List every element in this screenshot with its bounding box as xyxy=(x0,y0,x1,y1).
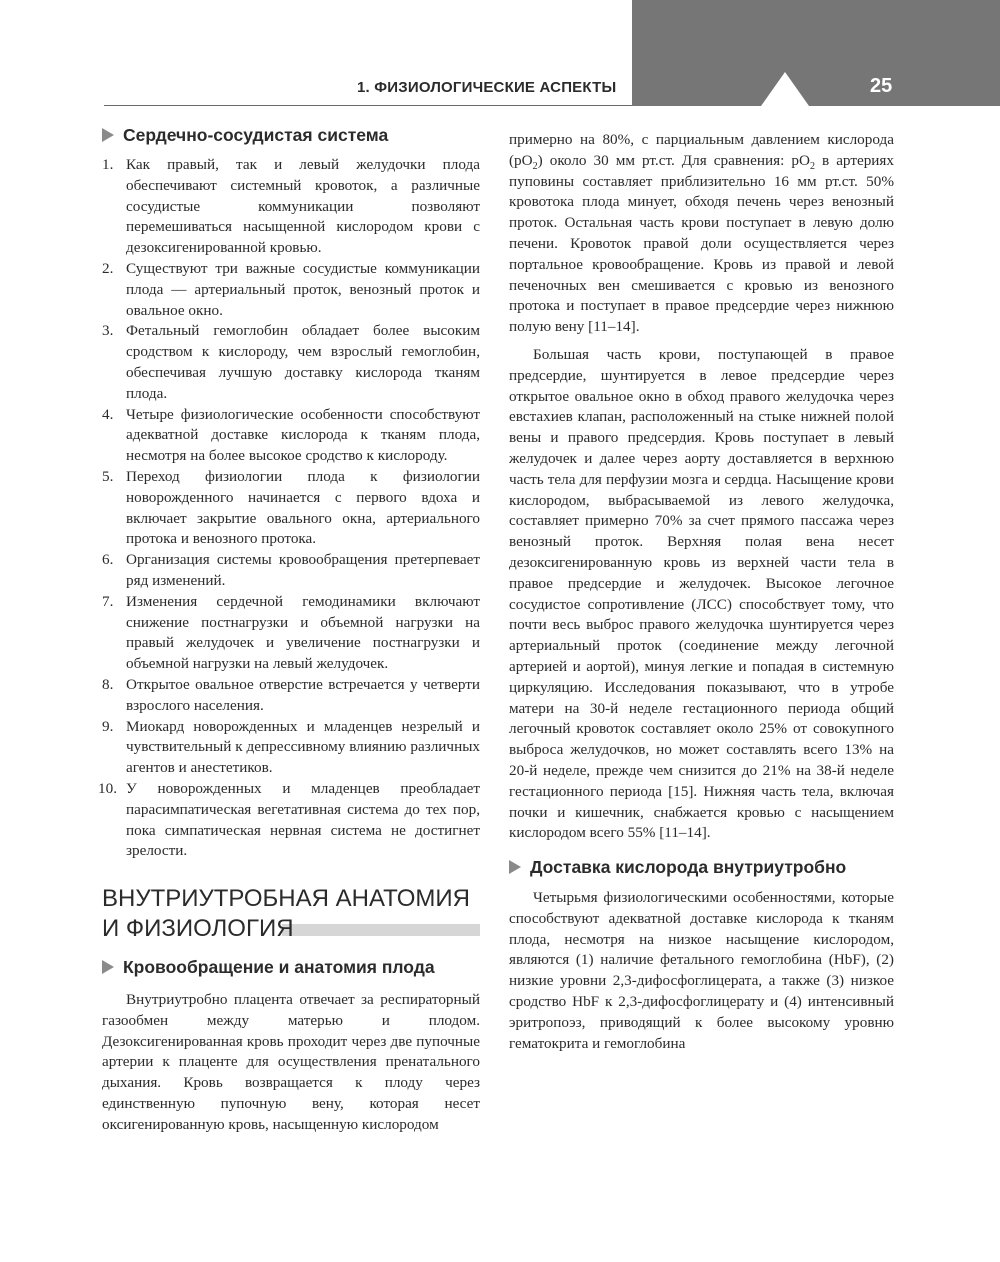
triangle-right-icon xyxy=(102,960,114,974)
list-item xyxy=(102,717,480,779)
running-title: 1. ФИЗИОЛОГИЧЕСКИЕ АСПЕКТЫ xyxy=(357,79,617,96)
paragraph-oxygenation xyxy=(509,130,894,338)
list-text: Миокард новорожденных и младенцев незрелый и чувствительный к депрессивному влиянию различных агентов и анестетиков. xyxy=(126,717,480,777)
right-column xyxy=(509,130,894,1054)
triangle-right-icon xyxy=(509,860,521,874)
subhead-oxygen xyxy=(509,854,894,880)
key-points-list xyxy=(98,155,480,862)
list-text: У новорожденных и младенцев преобладает парасимпатическая вегетативная система до тех пор, пока симпатическая нервная система не достигнет зрелости. xyxy=(126,779,480,860)
paragraph-oxygen-delivery: Четырьмя физиологическими особенностями, которые способствуют адекватной доставке кислорода к тканям плода, несмотря на низкое насыщение кислородом, являются (1) наличие фетального гемоглобина (HbF), (2) низкие уровни 2,3-дифосфоглицерата, а также (3) низкое сродство HbF к 2,3-дифосфоглицерату и (4) интенсивный эритропоэз, приводящий к более высокому уровню гематокрита и гемоглобина xyxy=(509,889,894,1052)
triangle-right-icon xyxy=(102,128,114,142)
list-number: 1. xyxy=(102,156,114,173)
header-bar xyxy=(632,0,1000,106)
para1-subscript-1: 2 xyxy=(532,160,538,172)
list-item xyxy=(102,405,480,467)
subhead-circulation-text: Кровообращение и анатомия плода xyxy=(123,957,435,978)
list-number: 6. xyxy=(102,551,114,569)
list-item xyxy=(102,321,480,404)
list-number: 10. xyxy=(98,779,117,797)
list-text: Фетальный гемоглобин обладает более высоким сродством к кислороду, чем взрослый гемоглобин, обеспечивая лучшую доставку кислорода тканям плода. xyxy=(126,322,480,402)
list-text: Изменения сердечной гемодинамики включают снижение постнагрузки и объемной нагрузки на правый желудочек и увеличение постнагрузки и объемной нагрузки на левый желудочек. xyxy=(126,592,480,673)
paragraph-circulation: Внутриутробно плацента отвечает за респираторный газообмен между матерью и плодом. Дезоксигенированная кровь проходит через две пупочные артерии к плаценте для осуществления пренатального дыхания. Кровь возвращается к плоду через единственную пупочную вену, которая несет оксигенированную кровь, насыщенную кислородом xyxy=(102,991,480,1133)
list-item xyxy=(102,592,480,675)
list-number: 7. xyxy=(102,592,114,610)
list-item xyxy=(102,675,480,717)
list-item xyxy=(102,259,480,321)
list-number: 8. xyxy=(102,675,114,693)
subhead-circulation xyxy=(102,954,480,980)
list-number: 5. xyxy=(102,467,114,485)
list-number: 2. xyxy=(102,259,114,277)
page-number: 25 xyxy=(870,75,893,97)
list-text: Как правый, так и левый желудочки плода обеспечивают системный кровоток, а различные сосудистые коммуникации позволяют перемешиваться насыщенной кислородом крови с дезоксигенированной кровью. xyxy=(126,156,480,257)
para1-text-c: в артериях пуповины составляет приблизительно 16 мм рт.ст. 50% кровотока плода минует, обходя печень через венозный проток. Остальная часть крови поступает в левую долю печени. Кровоток правой доли осуществляется через портальное кровообращение. Кровь из правой и левой печеночных вен смешивается с кровью из венозного протока и поступает в правое предсердие через нижнюю полую вену [11–14]. xyxy=(509,151,895,336)
section-title-line2: И ФИЗИОЛОГИЯ xyxy=(102,915,294,943)
list-text: Существуют три важные сосудистые коммуникации плода — артериальный проток, венозный проток и овальное окно. xyxy=(126,259,480,319)
list-text: Организация системы кровообращения претерпевает ряд изменений. xyxy=(126,551,480,589)
subhead-oxygen-text: Доставка кислорода внутриутробно xyxy=(530,857,847,878)
left-column xyxy=(98,122,480,1136)
list-number: 3. xyxy=(102,322,114,340)
para1-text-b: ) около 30 мм рт.ст. Для сравнения: pO xyxy=(537,151,810,169)
header-notch xyxy=(761,72,809,106)
section-title xyxy=(102,884,480,948)
subhead-cardio xyxy=(102,122,480,148)
section-title-line1: ВНУТРИУТРОБНАЯ АНАТОМИЯ xyxy=(102,885,470,913)
list-item xyxy=(102,467,480,550)
para1-subscript-2: 2 xyxy=(809,160,815,172)
list-item xyxy=(102,550,480,592)
header-rule xyxy=(104,105,632,106)
para1-text-a: примерно на 80%, с парциальным давлением кислорода (pO xyxy=(509,131,894,169)
list-text: Четыре физиологические особенности способствуют адекватной доставке кислорода к тканям плода, несмотря на более высокое сродство к кислороду. xyxy=(126,405,480,465)
subhead-cardio-text: Сердечно-сосудистая система xyxy=(123,125,389,145)
list-item xyxy=(98,779,480,862)
list-item xyxy=(102,155,480,259)
list-number: 9. xyxy=(102,717,114,735)
list-text: Открытое овальное отверстие встречается у четверти взрослого населения. xyxy=(126,675,480,714)
list-text: Переход физиологии плода к физиологии новорожденного начинается с первого вдоха и включает закрытие овального окна, артериального протока и венозного протока. xyxy=(126,467,480,548)
list-number: 4. xyxy=(102,405,114,423)
paragraph-shunting: Большая часть крови, поступающей в правое предсердие, шунтируется в левое предсердие через открытое овальное окно в обход правого желудочка через евстахиев клапан, расположенный на стыке нижней полой вены и правого предсердия. Кровь поступает в левый желудочек и далее через аорту доставляется в верхнюю часть тела для перфузии мозга и сердца. Насыщение крови кислородом, выбрасываемой из левого желудочка, составляет примерно 70% за счет прямого пассажа через венозный проток. Верхняя полая вена несет дезоксигенированную кровь из верхней части тела в правое предсердие и желудочек. Высокое легочное сосудистое сопротивление (ЛСС) способствует тому, что почти весь выброс правого желудочка шунтируется через артериальный проток (соединение между легочной артерией и аортой), минуя легкие и попадая в системную циркуляцию. Исследования показывают, что в утробе матери на 30-й неделе гестационного периода общий легочный кровоток составляет около 25% от совокупного выброса желудочков, но может составлять всего 13% на 20-й неделе, прежде чем снизится до 21% на 38-й неделе гестационного периода [15]. Нижняя часть тела, включая почки и кишечник, снабжается кровью с насыщением кислородом всего 55% [11–14]. xyxy=(509,345,894,842)
